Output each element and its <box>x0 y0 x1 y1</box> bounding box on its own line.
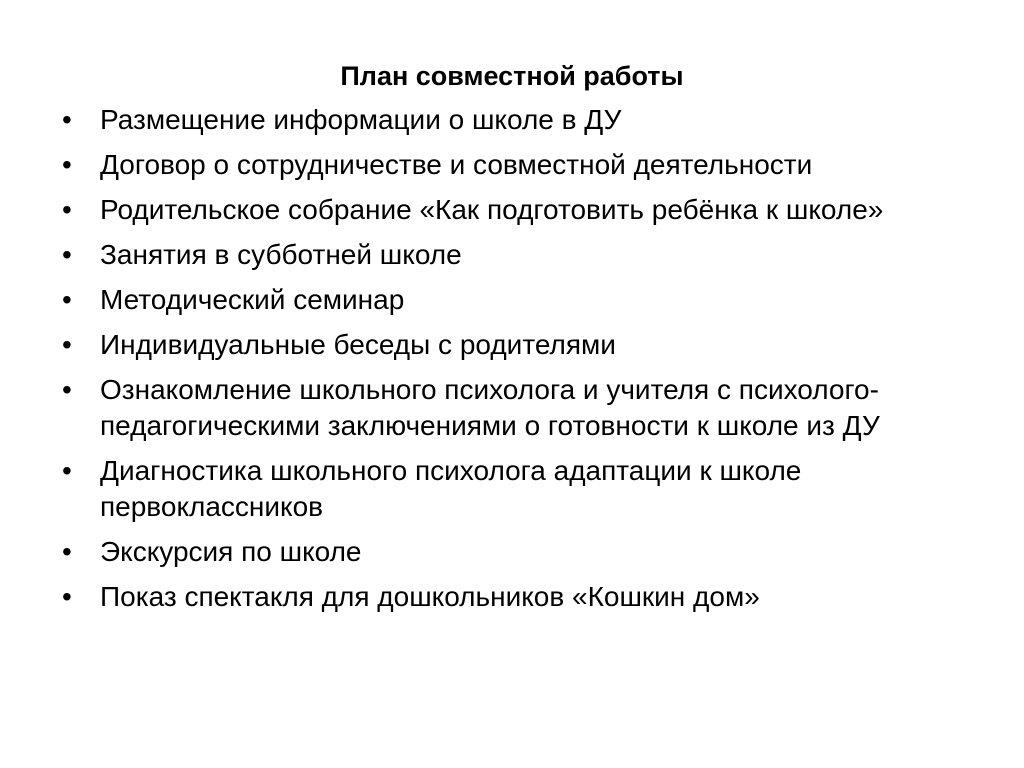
list-item <box>62 102 982 138</box>
bullet-icon: • <box>62 581 72 612</box>
list-item-text: Показ спектакля для дошкольников «Кошкин дом» <box>100 581 760 612</box>
list-item-text: Методический семинар <box>100 284 405 315</box>
list-item <box>62 372 982 444</box>
bullet-icon: • <box>62 104 72 135</box>
list-item <box>62 534 982 570</box>
list-item-text: Экскурсия по школе <box>100 536 362 567</box>
list-item <box>62 282 982 318</box>
list-item <box>62 453 982 525</box>
bullet-icon: • <box>62 455 72 486</box>
list-item <box>62 237 982 273</box>
bullet-icon: • <box>62 536 72 567</box>
list-item-text: Родительское собрание «Как подготовить ребёнка к школе» <box>100 194 884 225</box>
bullet-icon: • <box>62 194 72 225</box>
list-item <box>62 579 982 615</box>
list-item-text: Договор о сотрудничестве и совместной деятельности <box>100 149 813 180</box>
list-item-text: Диагностика школьного психолога адаптации к школе первоклассников <box>100 455 802 522</box>
bullet-icon: • <box>62 374 72 405</box>
slide-title: План совместной работы <box>340 61 684 91</box>
list-item-text: Занятия в субботней школе <box>100 239 462 270</box>
list-item <box>62 327 982 363</box>
bullet-icon: • <box>62 149 72 180</box>
list-item-text: Ознакомление школьного психолога и учителя с психолого-педагогическими заключениями о готовности к школе из ДУ <box>100 374 880 441</box>
plan-list <box>62 102 982 624</box>
list-item <box>62 147 982 183</box>
list-item-text: Индивидуальные беседы с родителями <box>100 329 616 360</box>
list-item <box>62 192 982 228</box>
bullet-icon: • <box>62 239 72 270</box>
bullet-icon: • <box>62 284 72 315</box>
bullet-icon: • <box>62 329 72 360</box>
list-item-text: Размещение информации о школе в ДУ <box>100 104 622 135</box>
